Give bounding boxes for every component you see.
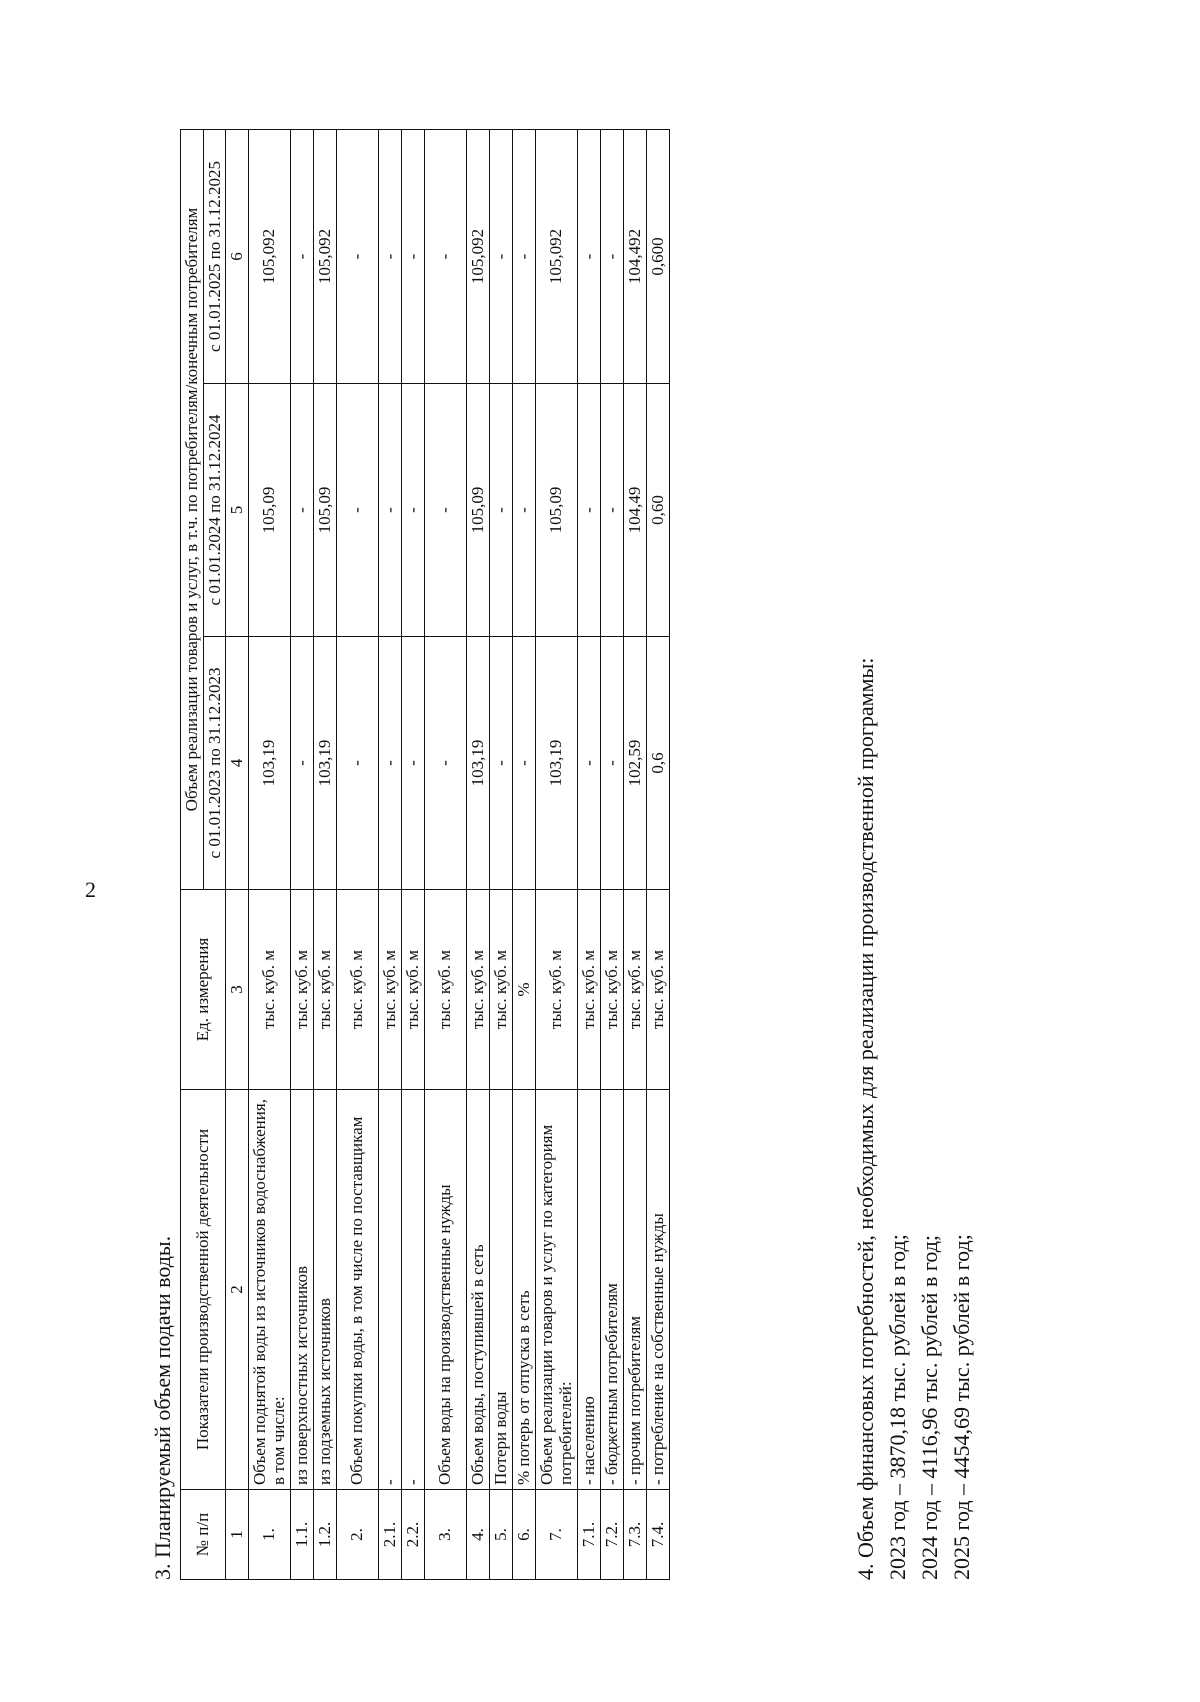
column-number-row bbox=[226, 130, 249, 1580]
row-value-2025: - bbox=[424, 130, 466, 384]
row-indicator: - населению bbox=[577, 1090, 600, 1490]
table-row bbox=[600, 130, 623, 1580]
row-value-2025: - bbox=[577, 130, 600, 384]
row-value-2023: 103,19 bbox=[466, 637, 489, 890]
row-number: 7.3. bbox=[623, 1490, 646, 1580]
row-unit: тыс. куб. м bbox=[646, 890, 669, 1090]
row-value-2023: 0,6 bbox=[646, 637, 669, 890]
col-number: 5 bbox=[226, 384, 249, 637]
header-unit: Ед. измерения bbox=[181, 890, 226, 1090]
row-value-2023: - bbox=[577, 637, 600, 890]
col-number: 2 bbox=[226, 1090, 249, 1490]
row-value-2023: 102,59 bbox=[623, 637, 646, 890]
row-unit: % bbox=[512, 890, 535, 1090]
page-number: 2 bbox=[85, 877, 96, 902]
row-value-2023: - bbox=[336, 637, 378, 890]
finance-line: 2023 год – 3870,18 тыс. рублей в год; bbox=[884, 1234, 910, 1580]
table-row bbox=[378, 130, 401, 1580]
table-row bbox=[336, 130, 378, 1580]
row-indicator: - бюджетным потребителям bbox=[600, 1090, 623, 1490]
row-value-2024: - bbox=[424, 384, 466, 637]
row-value-2025: - bbox=[290, 130, 313, 384]
table-row bbox=[248, 130, 290, 1580]
table-row bbox=[623, 130, 646, 1580]
row-number: 3. bbox=[424, 1490, 466, 1580]
row-value-2023: - bbox=[600, 637, 623, 890]
row-value-2023: 103,19 bbox=[535, 637, 577, 890]
row-unit: тыс. куб. м bbox=[489, 890, 512, 1090]
row-value-2024: - bbox=[600, 384, 623, 637]
row-indicator: % потерь от отпуска в сеть bbox=[512, 1090, 535, 1490]
table-row bbox=[577, 130, 600, 1580]
row-number: 7.1. bbox=[577, 1490, 600, 1580]
row-value-2024: - bbox=[401, 384, 424, 637]
table-row bbox=[535, 130, 577, 1580]
row-value-2023: - bbox=[424, 637, 466, 890]
row-unit: тыс. куб. м bbox=[401, 890, 424, 1090]
row-indicator: - прочим потребителям bbox=[623, 1090, 646, 1490]
row-unit: тыс. куб. м bbox=[336, 890, 378, 1090]
row-unit: тыс. куб. м bbox=[600, 890, 623, 1090]
section-4-title: 4. Объем финансовых потребностей, необходимых для реализации производственной программы: bbox=[853, 657, 878, 1580]
table-header-row bbox=[181, 130, 204, 1580]
finance-line: 2025 год – 4454,69 тыс. рублей в год; bbox=[948, 1234, 974, 1580]
header-group: Объем реализации товаров и услуг, в т.ч. по потребителям/конечным потребителям bbox=[181, 130, 204, 890]
row-value-2024: - bbox=[577, 384, 600, 637]
table-row bbox=[646, 130, 669, 1580]
row-number: 7.2. bbox=[600, 1490, 623, 1580]
row-value-2024: 0,60 bbox=[646, 384, 669, 637]
row-number: 7. bbox=[535, 1490, 577, 1580]
row-value-2025: - bbox=[512, 130, 535, 384]
header-indicator: Показатели производственной деятельности bbox=[181, 1090, 226, 1490]
row-value-2024: 105,09 bbox=[535, 384, 577, 637]
header-period-2025: с 01.01.2025 по 31.12.2025 bbox=[203, 130, 226, 384]
row-value-2025: 105,092 bbox=[313, 130, 336, 384]
rotated-page-content bbox=[150, 120, 1200, 1580]
row-value-2023: - bbox=[378, 637, 401, 890]
row-value-2025: 0,600 bbox=[646, 130, 669, 384]
col-number: 1 bbox=[226, 1490, 249, 1580]
row-indicator: Объем воды на производственные нужды bbox=[424, 1090, 466, 1490]
row-value-2025: 105,092 bbox=[535, 130, 577, 384]
row-value-2025: - bbox=[600, 130, 623, 384]
row-number: 1. bbox=[248, 1490, 290, 1580]
row-indicator: Потери воды bbox=[489, 1090, 512, 1490]
row-indicator: из подземных источников bbox=[313, 1090, 336, 1490]
finance-line: 2024 год – 4116,96 тыс. рублей в год; bbox=[916, 1235, 942, 1580]
table-row bbox=[489, 130, 512, 1580]
row-indicator: Объем покупки воды, в том числе по поставщикам bbox=[336, 1090, 378, 1490]
row-indicator: Объем поднятой воды из источников водоснабжения, в том числе: bbox=[248, 1090, 290, 1490]
row-number: 1.2. bbox=[313, 1490, 336, 1580]
row-number: 1.1. bbox=[290, 1490, 313, 1580]
row-value-2023: - bbox=[401, 637, 424, 890]
row-number: 2.2. bbox=[401, 1490, 424, 1580]
row-indicator: - bbox=[401, 1090, 424, 1490]
header-period-2024: с 01.01.2024 по 31.12.2024 bbox=[203, 384, 226, 637]
row-unit: тыс. куб. м bbox=[623, 890, 646, 1090]
table-row bbox=[313, 130, 336, 1580]
row-value-2023: 103,19 bbox=[313, 637, 336, 890]
row-indicator: из поверхностных источников bbox=[290, 1090, 313, 1490]
table-row bbox=[424, 130, 466, 1580]
row-value-2025: - bbox=[401, 130, 424, 384]
row-unit: тыс. куб. м bbox=[248, 890, 290, 1090]
row-number: 5. bbox=[489, 1490, 512, 1580]
section-4-finance bbox=[850, 658, 978, 1580]
row-unit: тыс. куб. м bbox=[577, 890, 600, 1090]
row-value-2025: - bbox=[489, 130, 512, 384]
row-value-2023: 103,19 bbox=[248, 637, 290, 890]
water-supply-table bbox=[180, 129, 670, 1580]
row-value-2024: - bbox=[290, 384, 313, 637]
col-number: 6 bbox=[226, 130, 249, 384]
row-indicator: Объем воды, поступившей в сеть bbox=[466, 1090, 489, 1490]
row-value-2024: - bbox=[489, 384, 512, 637]
section-3-title: 3. Планируемый объем подачи воды. bbox=[150, 1235, 175, 1580]
row-unit: тыс. куб. м bbox=[466, 890, 489, 1090]
col-number: 3 bbox=[226, 890, 249, 1090]
table-row bbox=[466, 130, 489, 1580]
col-number: 4 bbox=[226, 637, 249, 890]
table-row bbox=[401, 130, 424, 1580]
row-unit: тыс. куб. м bbox=[535, 890, 577, 1090]
row-unit: тыс. куб. м bbox=[313, 890, 336, 1090]
row-indicator: - bbox=[378, 1090, 401, 1490]
row-value-2025: - bbox=[336, 130, 378, 384]
table-row bbox=[512, 130, 535, 1580]
row-number: 6. bbox=[512, 1490, 535, 1580]
row-value-2023: - bbox=[512, 637, 535, 890]
row-value-2024: - bbox=[336, 384, 378, 637]
row-number: 2.1. bbox=[378, 1490, 401, 1580]
row-unit: тыс. куб. м bbox=[424, 890, 466, 1090]
row-value-2024: 105,09 bbox=[466, 384, 489, 637]
row-indicator: - потребление на собственные нужды bbox=[646, 1090, 669, 1490]
row-value-2024: 104,49 bbox=[623, 384, 646, 637]
row-value-2025: 105,092 bbox=[466, 130, 489, 384]
row-unit: тыс. куб. м bbox=[378, 890, 401, 1090]
row-value-2024: 105,09 bbox=[313, 384, 336, 637]
header-period-2023: с 01.01.2023 по 31.12.2023 bbox=[203, 637, 226, 890]
header-num: № п/п bbox=[181, 1490, 226, 1580]
row-value-2025: 104,492 bbox=[623, 130, 646, 384]
row-value-2023: - bbox=[489, 637, 512, 890]
row-value-2024: 105,09 bbox=[248, 384, 290, 637]
row-unit: тыс. куб. м bbox=[290, 890, 313, 1090]
row-value-2025: - bbox=[378, 130, 401, 384]
row-value-2024: - bbox=[512, 384, 535, 637]
row-indicator: Объем реализации товаров и услуг по категориям потребителей: bbox=[535, 1090, 577, 1490]
row-number: 7.4. bbox=[646, 1490, 669, 1580]
row-value-2025: 105,092 bbox=[248, 130, 290, 384]
row-number: 4. bbox=[466, 1490, 489, 1580]
row-value-2024: - bbox=[378, 384, 401, 637]
row-value-2023: - bbox=[290, 637, 313, 890]
table-row bbox=[290, 130, 313, 1580]
row-number: 2. bbox=[336, 1490, 378, 1580]
